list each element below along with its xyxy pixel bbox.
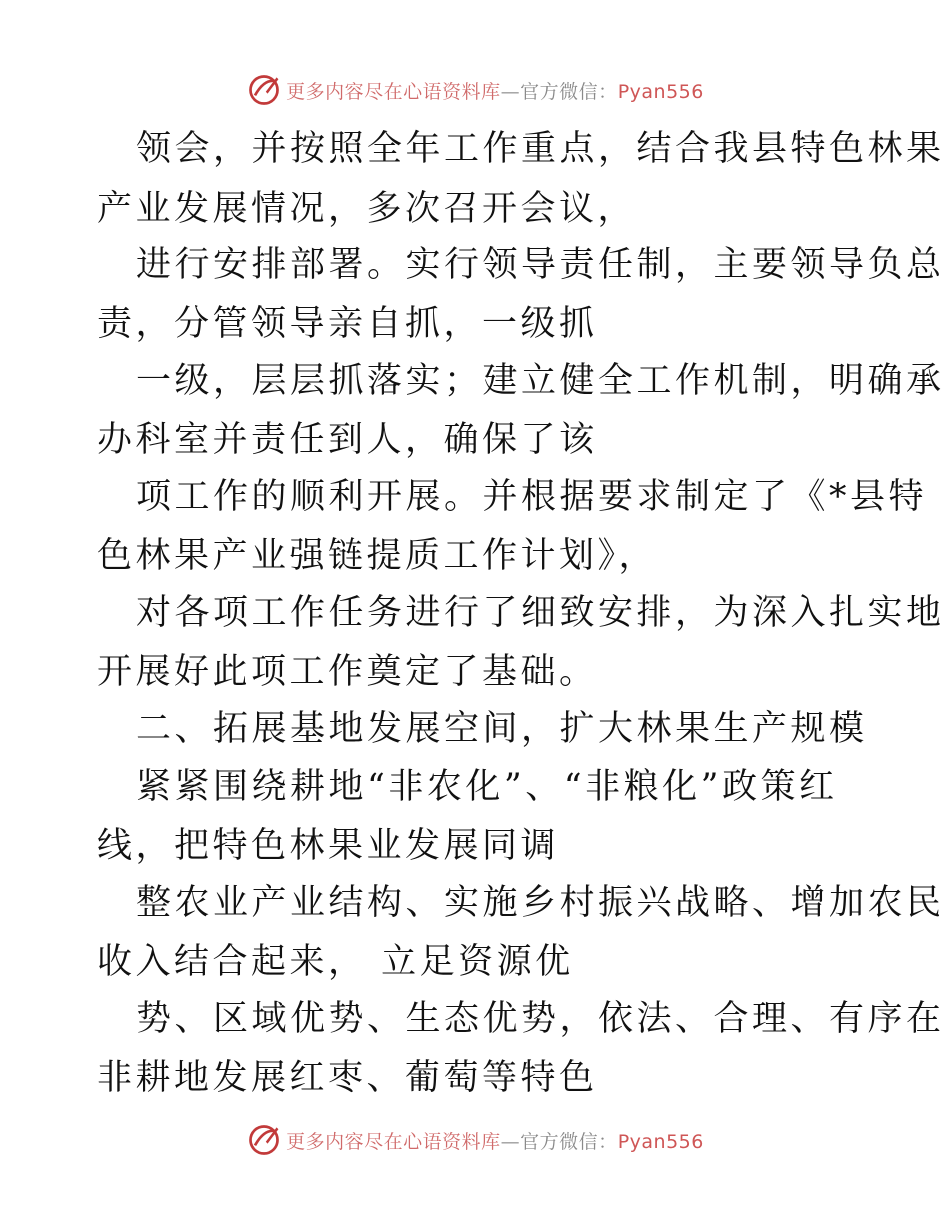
paragraph-8-line-1: 势、区域优势、生态优势，依法、合理、有序在 bbox=[136, 999, 945, 1039]
footer-watermark-banner bbox=[0, 1120, 950, 1160]
paragraph-2-line-2: 责，分管领导亲自抓，一级抓 bbox=[97, 304, 598, 344]
paragraph-8-line-2: 非耕地发展红枣、葡萄等特色 bbox=[97, 1058, 598, 1098]
paragraph-5-line-2: 开展好此项工作奠定了基础。 bbox=[97, 652, 598, 692]
section-heading: 二、拓展基地发展空间，扩大林果生产规模 bbox=[136, 709, 868, 749]
paragraph-4-line-2: 色林果产业强链提质工作计划》， bbox=[97, 536, 658, 576]
paragraph-7-line-1: 整农业产业结构、实施乡村振兴战略、增加农民 bbox=[136, 883, 945, 923]
paragraph-6-line-1: 紧紧围绕耕地“非农化”、“非粮化”政策红 bbox=[136, 767, 838, 807]
header-watermark-banner bbox=[0, 70, 950, 110]
paragraph-4-line-1: 项工作的顺利开展。并根据要求制定了《*县特 bbox=[136, 477, 928, 517]
paragraph-2-line-1: 进行安排部署。实行领导责任制，主要领导负总 bbox=[136, 245, 945, 285]
paragraph-5-line-1: 对各项工作任务进行了细致安排，为深入扎实地 bbox=[136, 593, 945, 633]
paragraph-3-line-1: 一级，层层抓落实；建立健全工作机制，明确承 bbox=[136, 361, 945, 401]
paragraph-7-line-2: 收入结合起来， 立足资源优 bbox=[97, 942, 574, 982]
pen-swirl-logo-icon bbox=[246, 72, 282, 108]
watermark-text: 更多内容尽在心语资料库—官方微信：Pyan556 bbox=[286, 1130, 704, 1153]
paragraph-1-line-2: 产业发展情况，多次召开会议， bbox=[97, 189, 637, 229]
paragraph-1-line-1: 领会，并按照全年工作重点，结合我县特色林果 bbox=[136, 129, 945, 169]
pen-swirl-logo-icon bbox=[246, 1122, 282, 1158]
paragraph-3-line-2: 办科室并责任到人，确保了该 bbox=[97, 420, 598, 460]
paragraph-6-line-2: 线，把特色林果业发展同调 bbox=[97, 826, 560, 866]
watermark-text: 更多内容尽在心语资料库—官方微信：Pyan556 bbox=[286, 80, 704, 103]
